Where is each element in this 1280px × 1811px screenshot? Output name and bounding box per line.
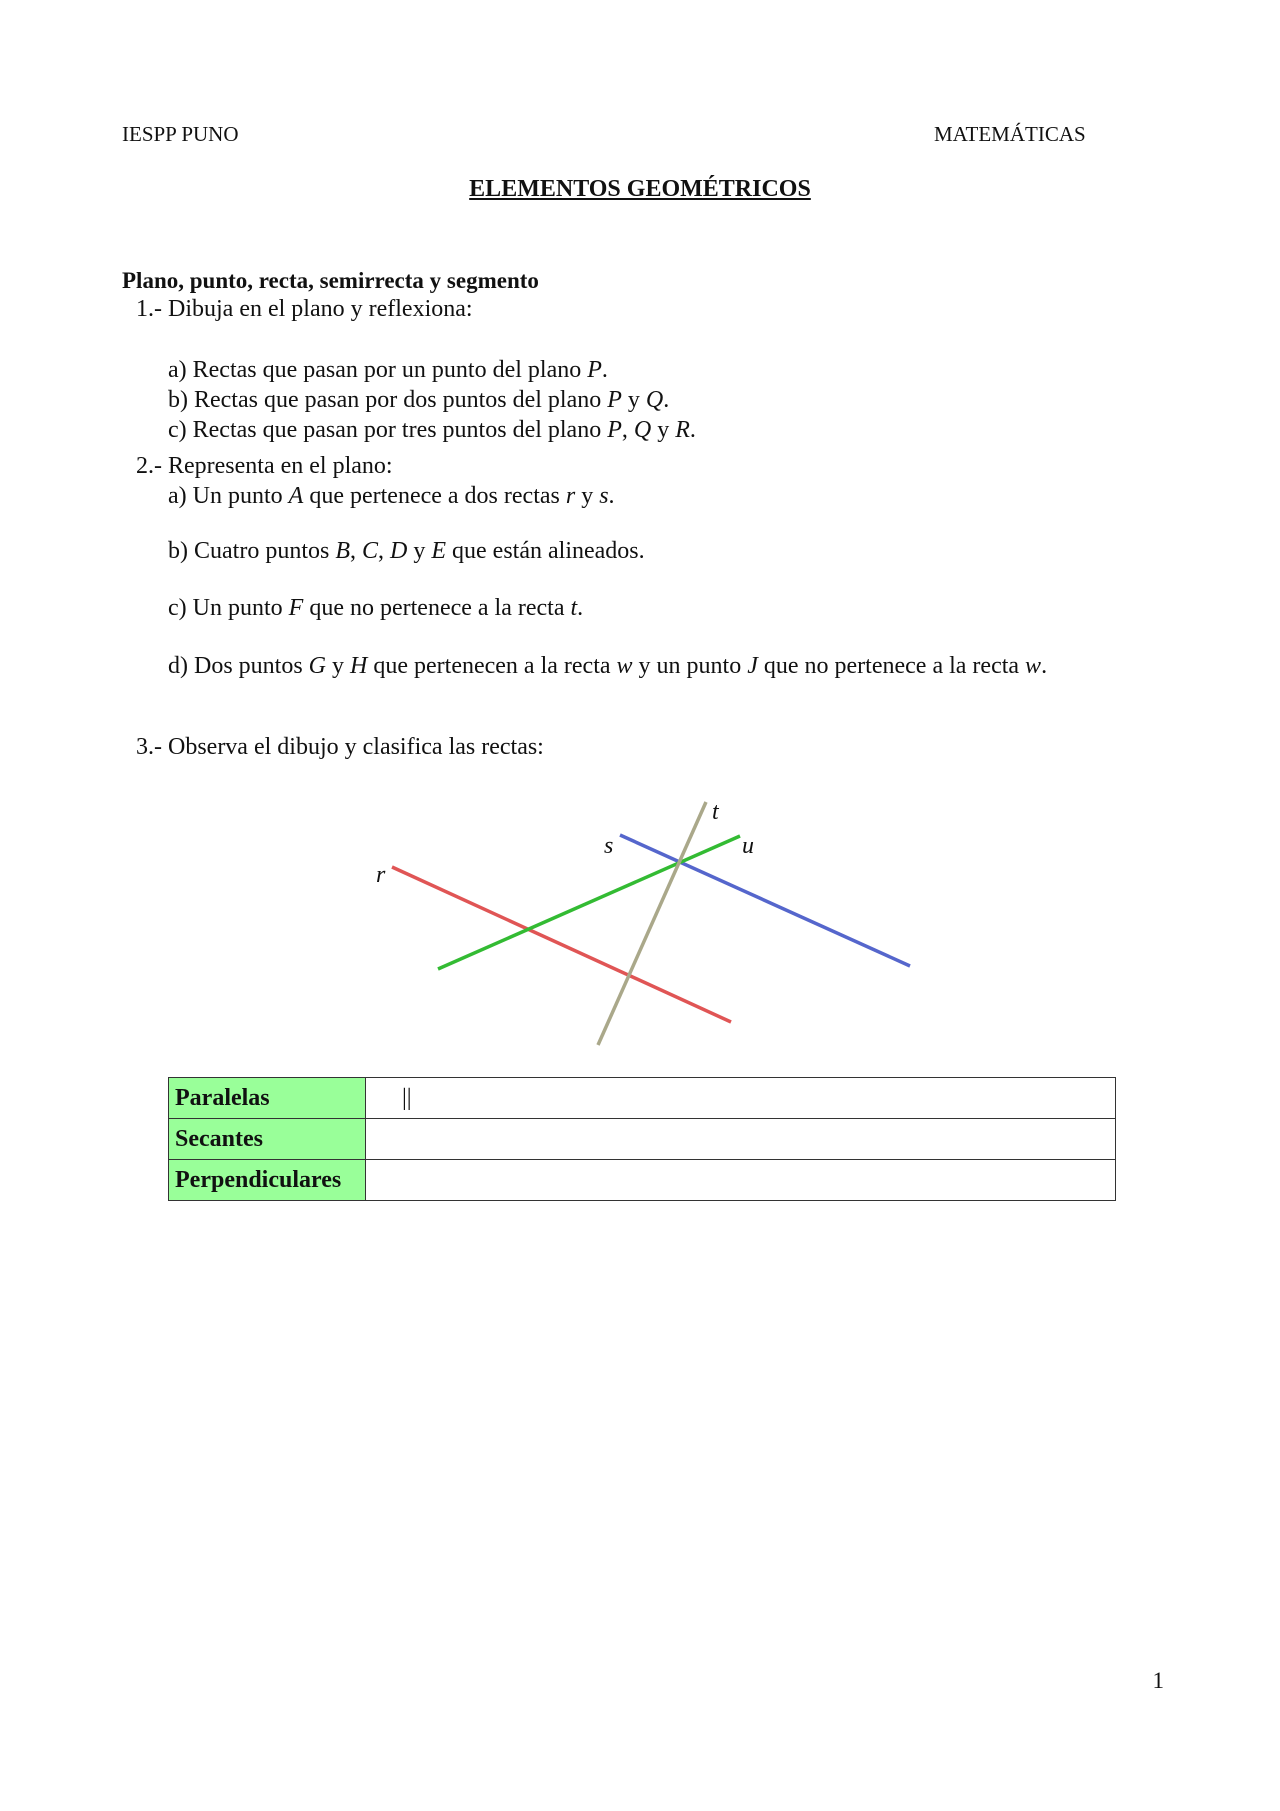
answer-cell-paralelas[interactable]: [366, 1078, 1116, 1119]
header-left: IESPP PUNO: [122, 122, 239, 146]
page-number: 1: [1152, 1668, 1164, 1693]
answer-cell-perpendiculares[interactable]: [366, 1160, 1116, 1201]
section-title: Plano, punto, recta, semirrecta y segmento: [122, 268, 539, 293]
exercise-3-intro: 3.- Observa el dibujo y clasifica las rectas:: [136, 734, 544, 760]
table-row: [169, 1160, 1116, 1201]
label-u: u: [742, 833, 754, 859]
exercise-2d: d) Dos puntos G y H que pertenecen a la recta w y un punto J que no pertenece a la recta w.: [168, 653, 1048, 679]
line-t: [598, 802, 706, 1045]
page-title: ELEMENTOS GEOMÉTRICOS: [469, 176, 811, 202]
exercise-1c: c) Rectas que pasan por tres puntos del plano P, Q y R.: [168, 417, 696, 443]
label-r: r: [376, 862, 386, 888]
exercise-1a: a) Rectas que pasan por un punto del plano P.: [168, 357, 608, 383]
table-row: [169, 1078, 1116, 1119]
header-right: MATEMÁTICAS: [934, 122, 1086, 146]
exercise-2c: c) Un punto F que no pertenece a la recta t.: [168, 595, 584, 621]
answer-cell-secantes[interactable]: [366, 1119, 1116, 1160]
exercise-1b: b) Rectas que pasan por dos puntos del plano P y Q.: [168, 387, 670, 413]
label-t: t: [712, 799, 719, 825]
parallel-symbol: ||: [402, 1084, 412, 1111]
exercise-1-intro: 1.- Dibuja en el plano y reflexiona:: [136, 296, 473, 322]
line-r: [392, 867, 731, 1022]
exercise-2-intro: 2.- Representa en el plano:: [136, 453, 393, 479]
row-label-paralelas: Paralelas: [169, 1078, 366, 1119]
classification-table: [168, 1077, 1116, 1201]
table-row: [169, 1119, 1116, 1160]
label-s: s: [604, 833, 614, 859]
row-label-secantes: Secantes: [169, 1119, 366, 1160]
line-u: [438, 836, 740, 969]
exercise-2b: b) Cuatro puntos B, C, D y E que están alineados.: [168, 538, 645, 564]
row-label-perpendiculares: Perpendiculares: [169, 1160, 366, 1201]
exercise-2a: a) Un punto A que pertenece a dos rectas r y s.: [168, 483, 615, 509]
